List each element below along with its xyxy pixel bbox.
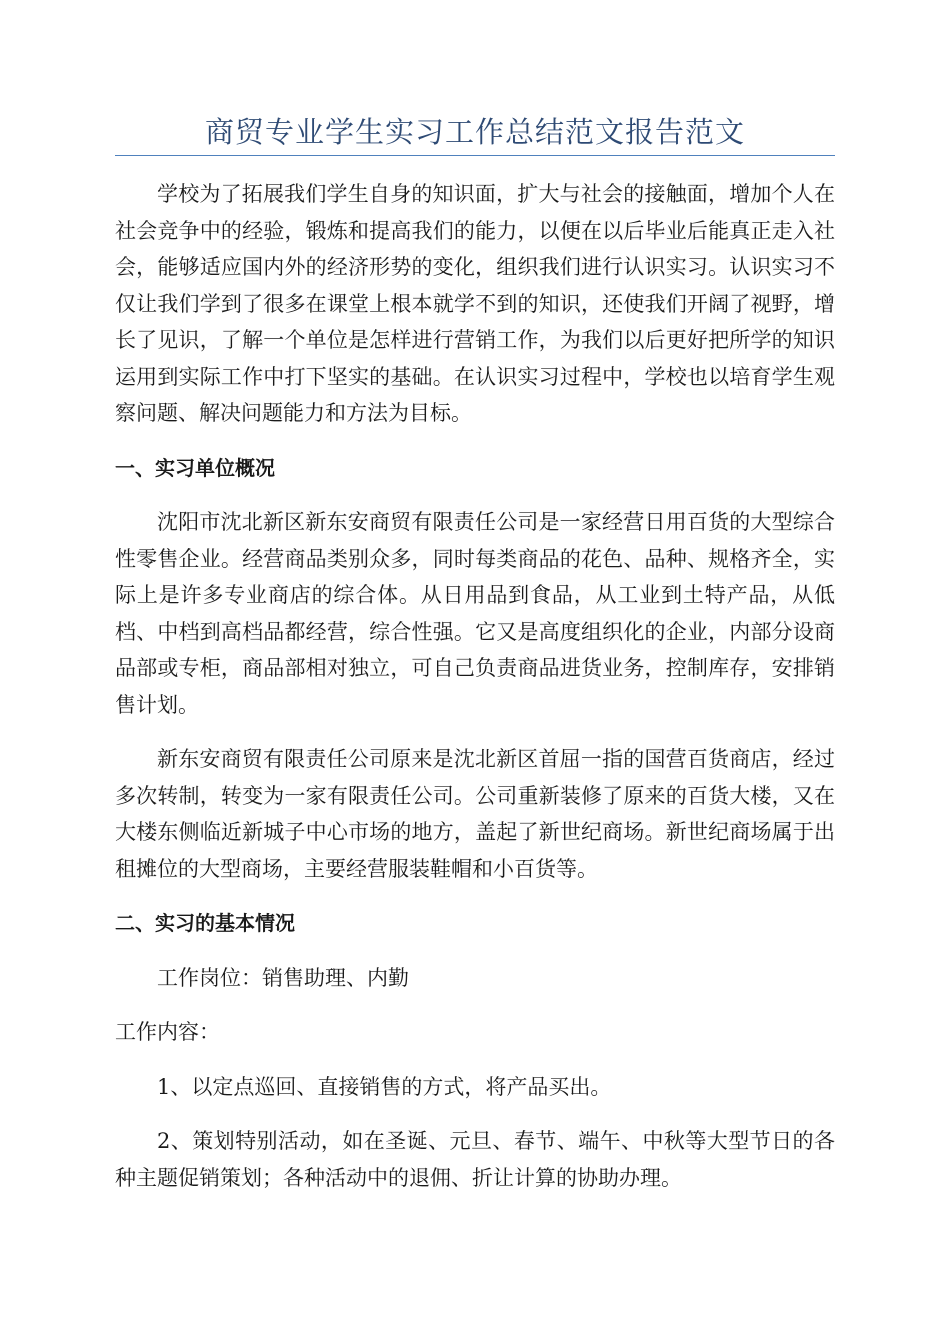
- section-heading-company-overview: 一、实习单位概况: [115, 455, 275, 480]
- company-overview-paragraph-2: 新东安商贸有限责任公司原来是沈北新区首屈一指的国营百货商店，经过多次转制，转变为一家有限责任公司。公司重新装修了原来的百货大楼，又在大楼东侧临近新城子中心市场的地方，盖起了新世纪商场。新世纪商场属于出租摊位的大型商场，主要经营服装鞋帽和小百货等。: [115, 747, 835, 881]
- document-title: 商贸专业学生实习工作总结范文报告范文: [204, 115, 745, 149]
- document-body: [115, 176, 835, 1214]
- intro-paragraph: 学校为了拓展我们学生自身的知识面，扩大与社会的接触面，增加个人在社会竞争中的经验，锻炼和提高我们的能力，以便在以后毕业后能真正走入社会，能够适应国内外的经济形势的变化，组织我们进行认识实习。认识实习不仅让我们学到了很多在课堂上根本就学不到的知识，还使我们开阔了视野，增长了见识，了解一个单位是怎样进行营销工作，为我们以后更好把所学的知识运用到实际工作中打下坚实的基础。在认识实习过程中，学校也以培育学生观察问题、解决问题能力和方法为目标。: [115, 182, 835, 425]
- job-content-item-2: 2、策划特别活动，如在圣诞、元旦、春节、端午、中秋等大型节日的各种主题促销策划；各种活动中的退佣、折让计算的协助办理。: [115, 1129, 835, 1190]
- job-content-item-1: 1、以定点巡回、直接销售的方式，将产品买出。: [157, 1074, 612, 1099]
- job-position-line: 工作岗位：销售助理、内勤: [157, 965, 409, 990]
- section-heading-internship-basics: 二、实习的基本情况: [115, 911, 295, 935]
- job-content-label: 工作内容：: [115, 1020, 220, 1044]
- company-overview-paragraph-1: 沈阳市沈北新区新东安商贸有限责任公司是一家经营日用百货的大型综合性零售企业。经营商品类别众多，同时每类商品的花色、品种、规格齐全，实际上是许多专业商店的综合体。从日用品到食品，从工业到土特产品，从低档、中档到高档品都经营，综合性强。它又是高度组织化的企业，内部分设商品部或专柜，商品部相对独立，可自己负责商品进货业务，控制库存，安排销售计划。: [115, 510, 835, 717]
- title-underline: [115, 155, 835, 156]
